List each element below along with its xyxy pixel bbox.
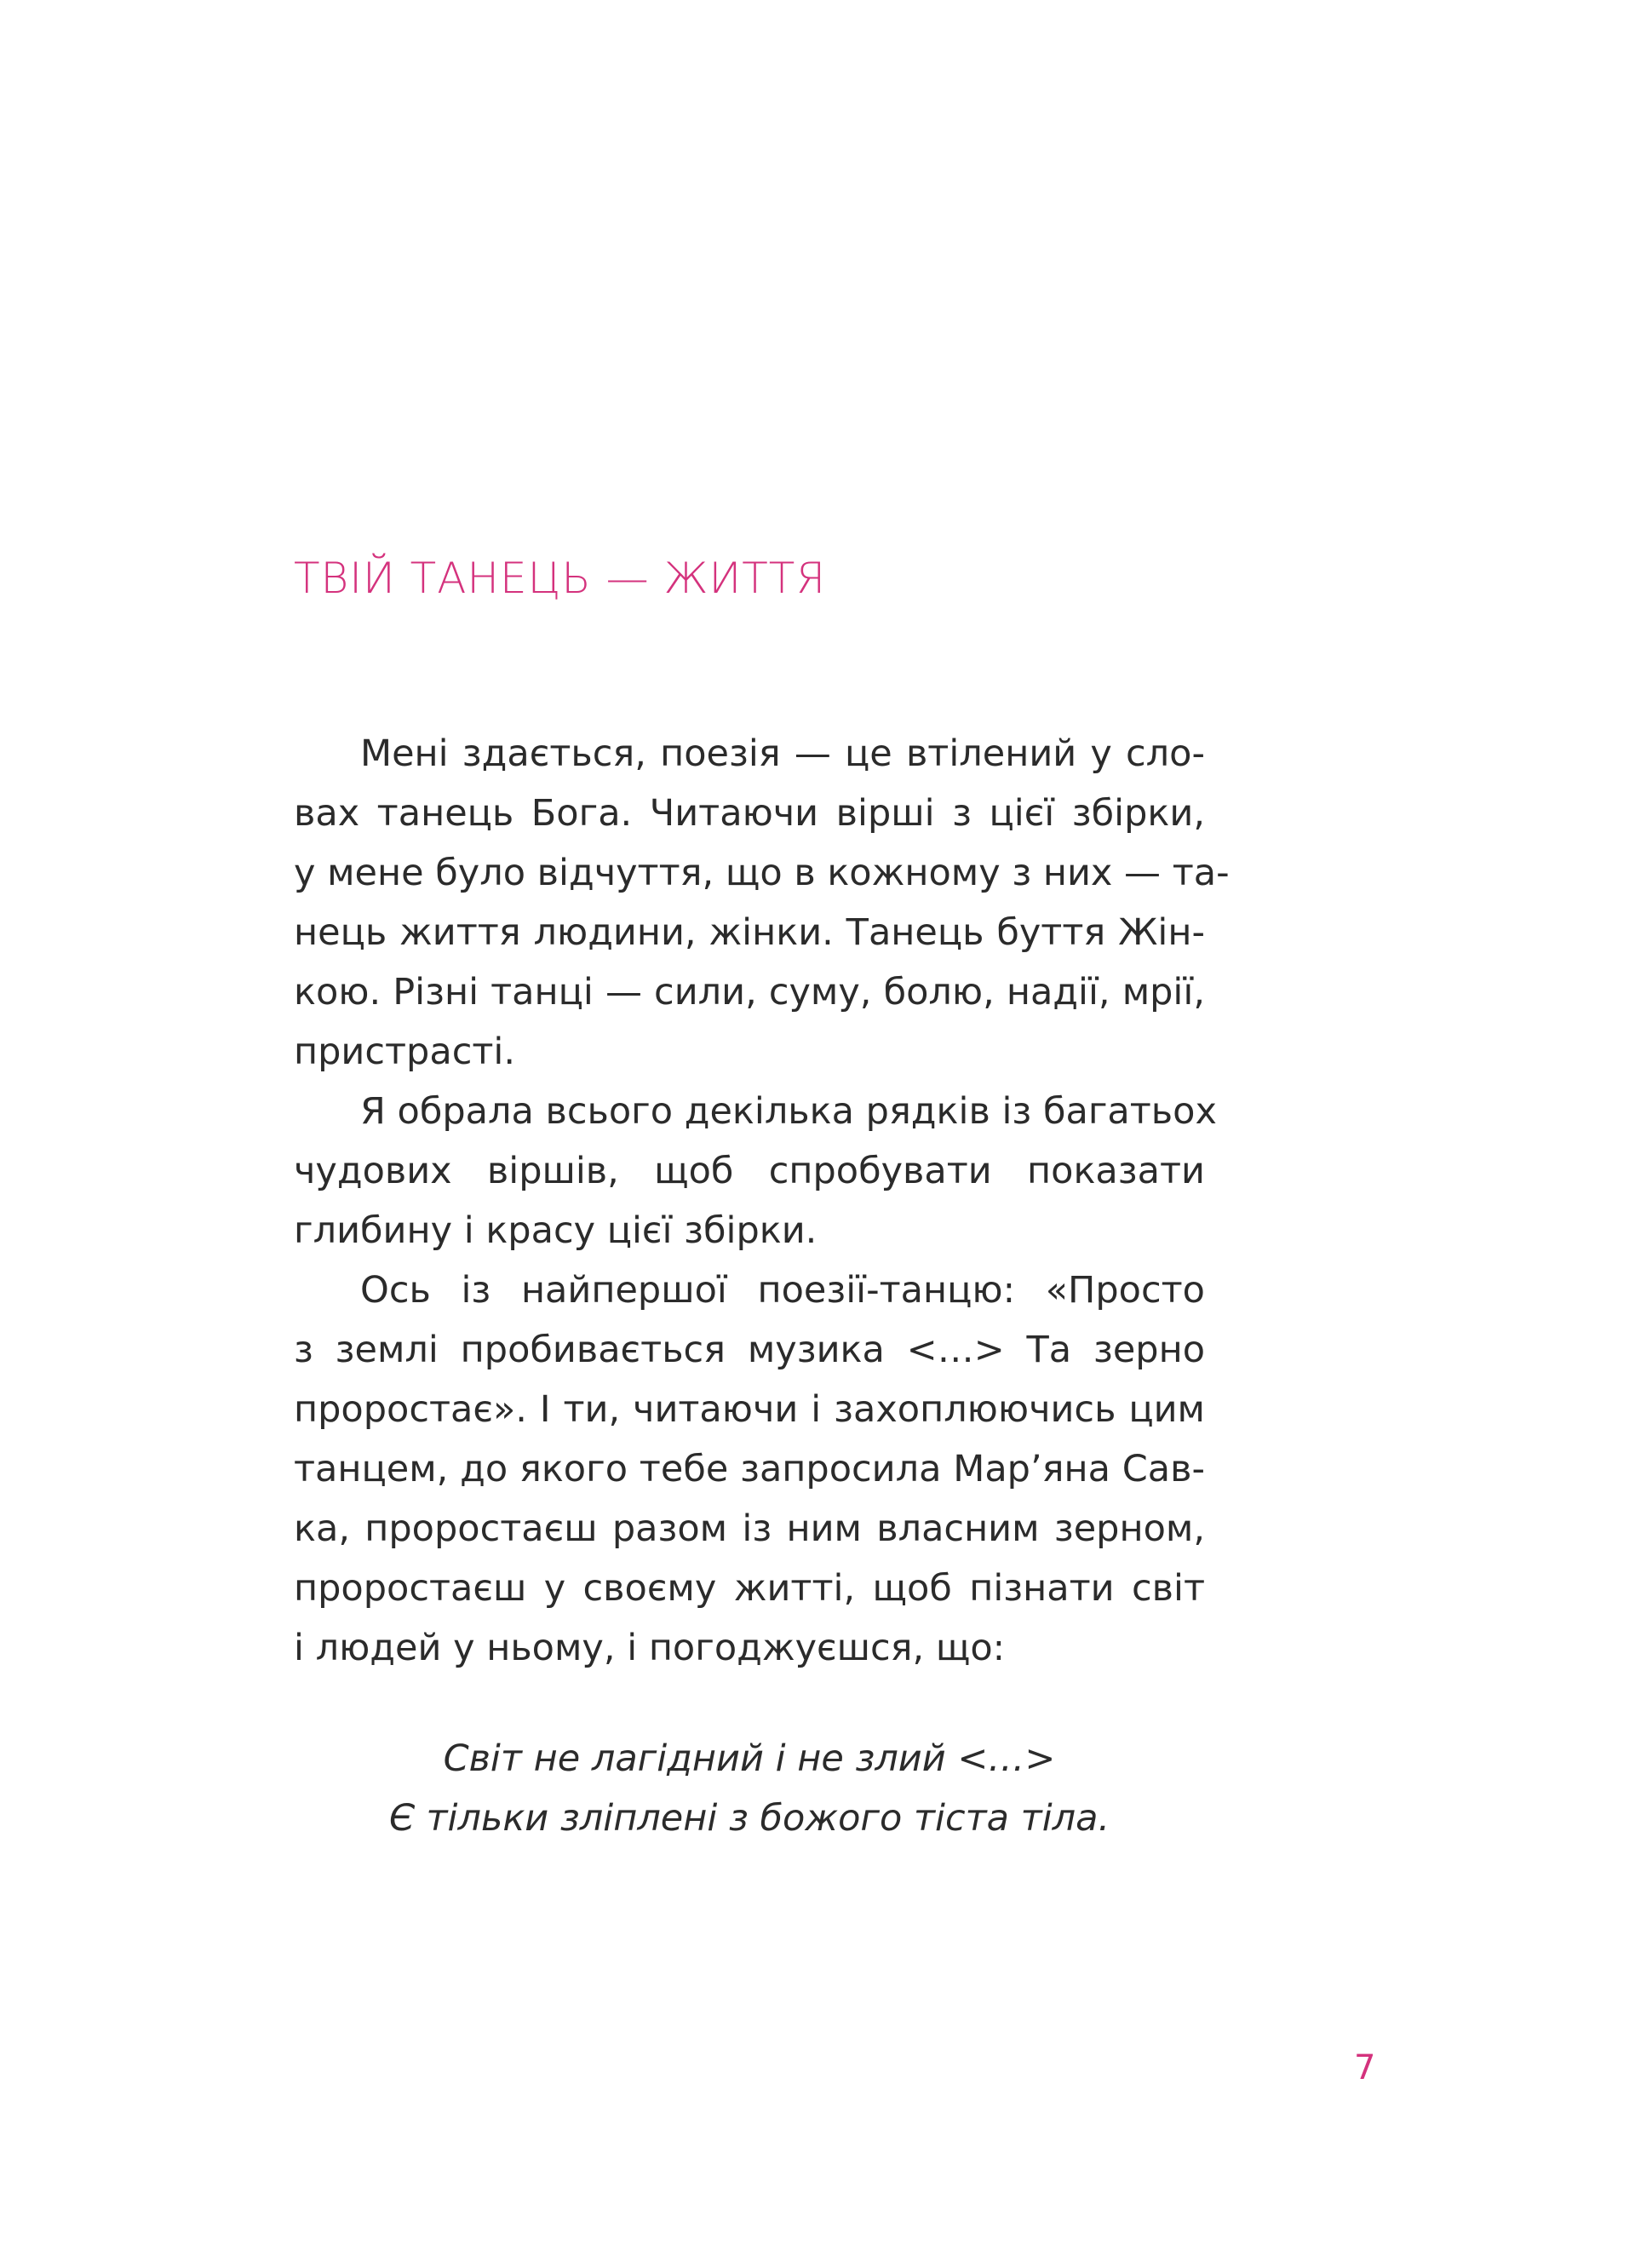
page-number: 7 [1354, 2048, 1376, 2087]
paragraph-1-line-3: у мене було відчуття, що в кожному з них — та- [294, 852, 1230, 894]
paragraph-1-line-2: вах танець Бога. Читаючи вірші з цієї збірки, [294, 792, 1205, 835]
chapter-title: ТВІЙ ТАНЕЦЬ — ЖИТТЯ [294, 554, 827, 603]
paragraph-3-line-3: проростає». І ти, читаючи і захоплюючись цим [294, 1388, 1205, 1431]
paragraph-3-line-4: танцем, до якого тебе запросила Мар’яна Сав- [294, 1448, 1205, 1490]
paragraph-1-line-6: пристрасті. [294, 1031, 515, 1073]
paragraph-1-line-5: кою. Різні танці — сили, суму, болю, надії, мрії, [294, 971, 1205, 1013]
paragraph-2-line-2: чудових віршів, щоб спробувати показати [294, 1150, 1205, 1192]
paragraph-2-line-3: глибину і красу цієї збірки. [294, 1209, 818, 1252]
paragraph-3-line-2: з землі пробивається музика <…> Та зерно [294, 1329, 1205, 1371]
paragraph-3-line-5: ка, проростаєш разом із ним власним зерном, [294, 1507, 1205, 1550]
quote-line-1: Світ не лагідний і не злий <…> [443, 1737, 1056, 1780]
paragraph-1-line-4: нець життя людини, жінки. Танець буття Жін- [294, 911, 1205, 954]
paragraph-1-line-1: Мені здається, поезія — це втілений у сло- [360, 732, 1205, 775]
poem-quote [294, 1729, 1205, 1848]
paragraph-3-line-1: Ось із найпершої поезії-танцю: «Просто [360, 1269, 1205, 1312]
paragraph-2-line-1: Я обрала всього декілька рядків із багатьох [360, 1090, 1217, 1133]
quote-line-2: Є тільки зліплені з божого тіста тіла. [388, 1797, 1110, 1840]
paragraph-3-line-6: проростаєш у своєму житті, щоб пізнати світ [294, 1567, 1205, 1610]
paragraph-3-line-7: і людей у ньому, і погоджуєшся, що: [294, 1627, 1006, 1669]
body-text [294, 724, 1230, 1678]
